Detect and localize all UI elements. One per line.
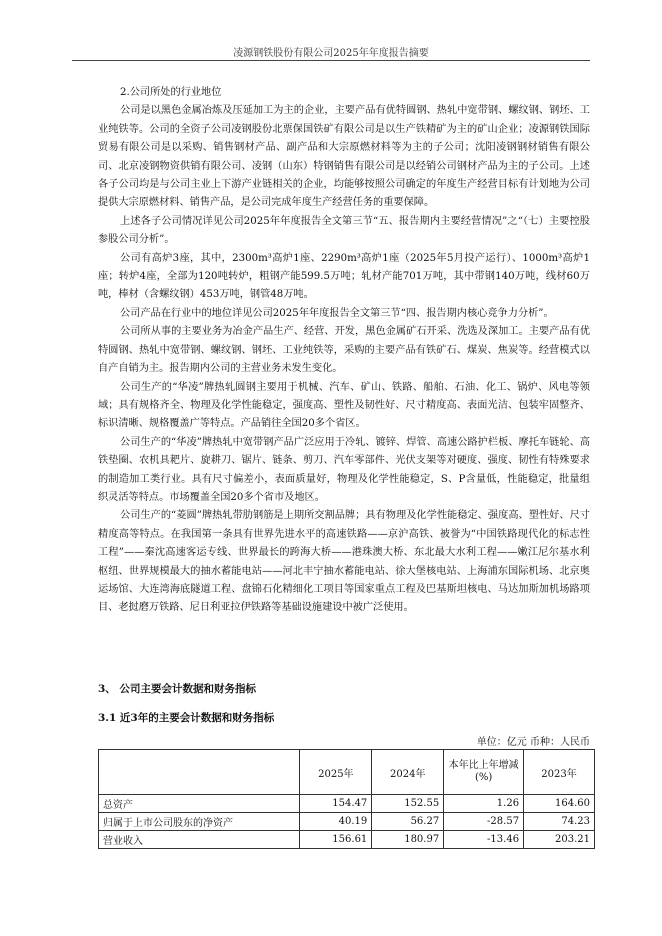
page-header: 凌源钢铁股份有限公司2025年年度报告摘要 (233, 48, 429, 59)
section-3-1-title: 3.1 近3年的主要会计数据和财务指标 (98, 712, 275, 724)
paragraph-main-business: 公司所从事的主要业务为冶金产品生产、经营、开发，黑色金属矿石开采、洗选及深加工。主要产品有优特圆钢、热轧中宽带钢、螺纹钢、钢坯、工业纯铁等，采购的主要产品有铁矿石、煤炭、焦炭等。经营模式以自产自销为主。报告期内公司的主营业务未发生变化。 (98, 326, 590, 375)
table-cell: 40.19 (300, 813, 372, 831)
table-row (99, 831, 595, 849)
table-cell: 154.47 (300, 795, 372, 813)
industry-position-heading: 2.公司所处的行业地位 (120, 87, 222, 98)
table-cell: 152.55 (372, 795, 444, 813)
paragraph-rebar: 公司生产的“菱圆”牌热轧带肋钢筋是上期所交割品牌；具有物理及化学性能稳定、强度高、塑性好、尺寸精度高等特点。在我国第一条具有世界先进水平的高速铁路——京沪高铁、被誉为“中国铁路现代化的标志性工程”——秦沈高速客运专线、世界最长的跨海大桥——港珠澳大桥、东北最大水利工程——嫩江尼尔基水利枢纽、世界规模最大的抽水蓄能电站——河北丰宁抽水蓄能电站、徐大堡核电站、上海浦东国际机场、北京奥运场馆、大连湾海底隧道工程、盘锦石化精细化工项目等国家重点工程及巴基斯坦核电、马达加斯加机场路项目、老挝磨万铁路、尼日利亚拉伊铁路等基础设施建设中被广泛使用。 (98, 510, 590, 614)
paragraph-company-overview: 公司是以黑色金属冶炼及压延加工为主的企业，主要产品有优特圆钢、热轧中宽带钢、螺纹钢、钢坯、工业纯铁等。公司的全资子公司凌钢股份北票保国铁矿有限公司是以生产铁精矿为主的矿山企业；凌源钢铁国际贸易有限公司是以采购、销售钢材产品、副产品和大宗原燃材料等为主的子公司；沈阳凌钢钢材销售有限公司、北京凌钢物资供销有限公司、凌钢（山东）特钢销售有限公司是以经销公司钢材产品为主的子公司。上述各子公司均是与公司主业上下游产业链相关的企业，均能够按照公司确定的年度生产经营目标有计划地为公司提供大宗原燃材料、销售产品，是公司完成年度生产经营任务的重要保障。 (98, 105, 590, 209)
table-cell: -28.57 (444, 813, 524, 831)
table-row (99, 813, 595, 831)
table-cell: 156.61 (300, 831, 372, 849)
table-header-cell (99, 750, 300, 795)
table-cell: 1.26 (444, 795, 524, 813)
table-header-cell: 本年比上年增减(%) (444, 750, 524, 795)
table-cell: 180.97 (372, 831, 444, 849)
paragraph-round-steel: 公司生产的“华凌”牌热轧圆钢主要用于机械、汽车、矿山、铁路、船舶、石油、化工、锅炉、风电等领域；具有规格齐全、物理及化学性能稳定，强度高、塑性及韧性好、尺寸精度高、表面光洁、包装牢固整齐、标识清晰、规格覆盖广等特点。产品销往全国20多个省区。 (98, 381, 590, 430)
table-cell: 164.60 (524, 795, 595, 813)
main-content (98, 84, 590, 618)
paragraph-capacity: 公司有高炉3座，其中，2300m³高炉1座、2290m³高炉1座（2025年5月投产运行）、1000m³高炉1座；转炉4座，全部为120吨转炉，粗钢产能599.5万吨；轧材产能701万吨，其中带钢140万吨，线材60万吨，棒材（含螺纹钢）453万吨，钢管48万吨。 (98, 252, 590, 301)
financial-indicators-table (98, 749, 595, 849)
table-header-row (99, 750, 595, 795)
paragraph-subsidiary-reference: 上述各子公司情况详见公司2025年年度报告全文第三节“五、报告期内主要经营情况”之“（七）主要控股参股公司分析”。 (98, 215, 590, 246)
section-3-title: 3、 公司主要会计数据和财务指标 (98, 683, 256, 695)
unit-currency-label: 单位：亿元 币种：人民币 (476, 737, 590, 748)
table-cell: 归属于上市公司股东的净资产 (99, 813, 300, 831)
table-cell: 56.27 (372, 813, 444, 831)
table-header-cell: 2025年 (300, 750, 372, 795)
header-divider (72, 60, 590, 61)
table-cell: -13.46 (444, 831, 524, 849)
table-header-cell: 2023年 (524, 750, 595, 795)
table-row (99, 795, 595, 813)
table-cell: 总资产 (99, 795, 300, 813)
table-header-cell: 2024年 (372, 750, 444, 795)
table-cell: 203.21 (524, 831, 595, 849)
paragraph-strip-steel: 公司生产的“华凌”牌热轧中宽带钢产品广泛应用于冷轧、镀锌、焊管、高速公路护栏板、摩托车链轮、高铁垫圈、农机具耙片、旋耕刀、锯片、链条、剪刀、汽车零部件、光伏支架等对硬度、强度、韧性有特殊要求的制造加工类行业。具有尺寸偏差小，表面质量好，物理及化学性能稳定，S、P含量低，性能稳定，批量组织灵活等特点。市场覆盖全国20多个省市及地区。 (98, 436, 590, 503)
paragraph-industry-position: 公司产品在行业中的地位详见公司2025年年度报告全文第三节“四、报告期内核心竞争力分析”。 (120, 307, 554, 319)
table-cell: 74.23 (524, 813, 595, 831)
table-cell: 营业收入 (99, 831, 300, 849)
